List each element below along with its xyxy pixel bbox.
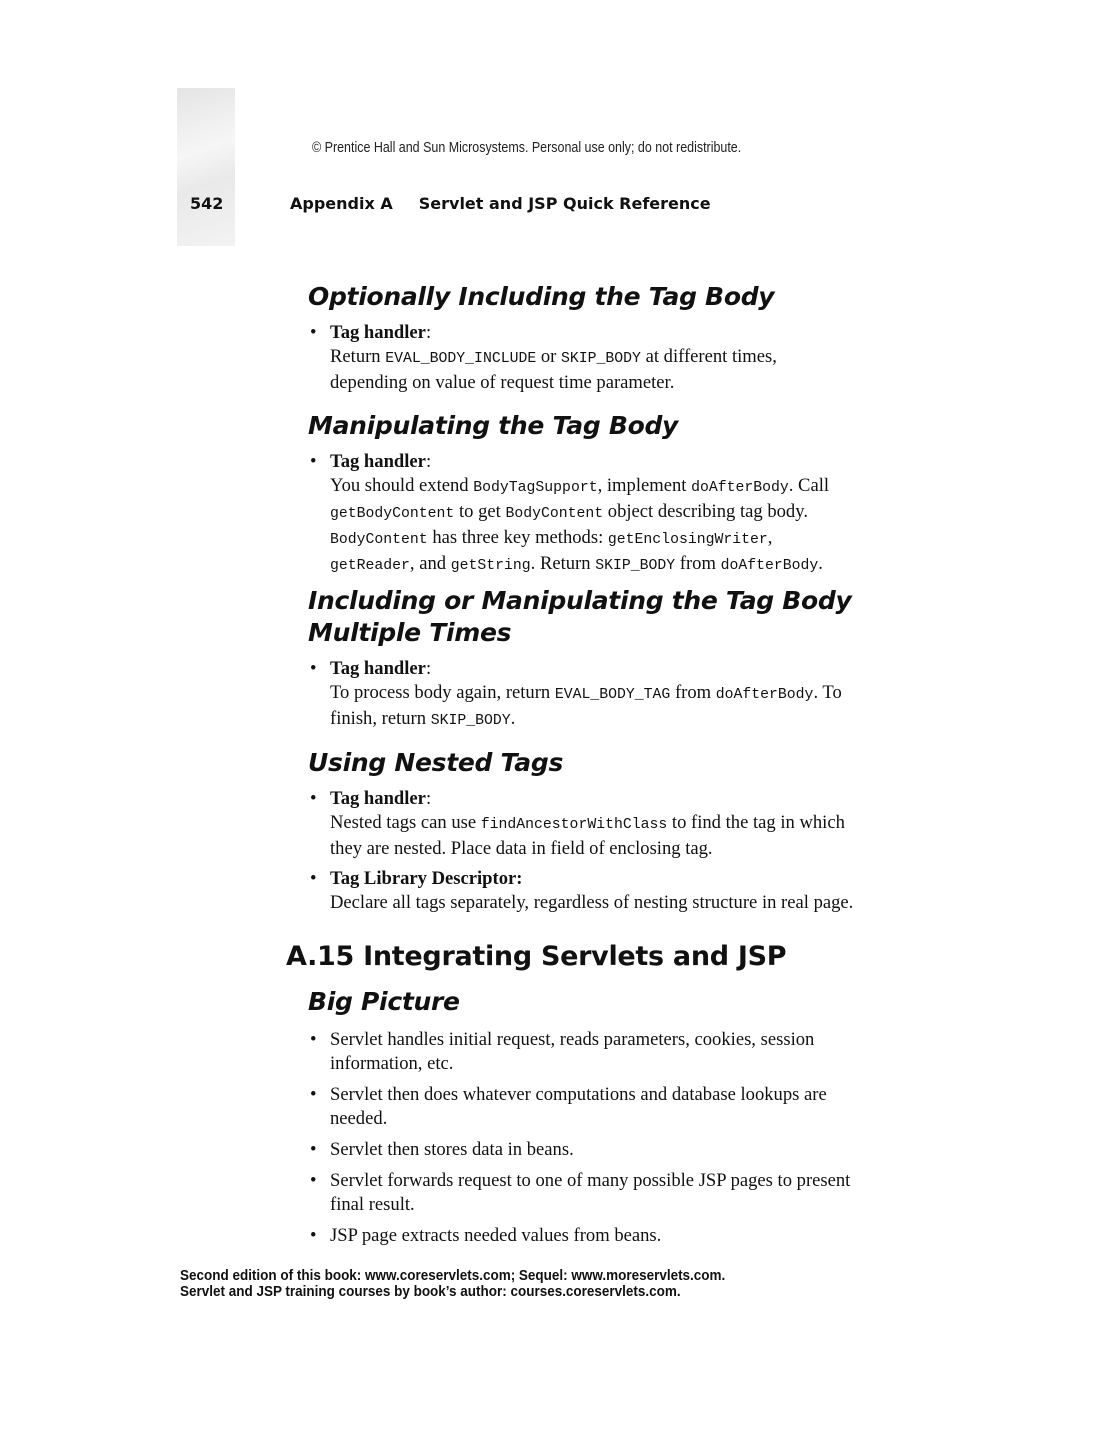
chapter-title: Servlet and JSP Quick Reference xyxy=(418,194,711,213)
bullet-item xyxy=(308,1138,948,1162)
bullet-label: Tag handler xyxy=(330,658,426,679)
page-number: 542 xyxy=(190,194,224,213)
text-run: they are nested. Place data in field of enclosing tag. xyxy=(330,838,713,859)
text-run: from xyxy=(670,682,716,703)
bullet-label: Tag handler xyxy=(330,788,426,809)
bullet-label: Tag handler xyxy=(330,322,426,343)
page-edge-strip xyxy=(177,88,235,246)
footer-line-1: Second edition of this book: www.coreservlets.com; Sequel: www.moreservlets.com. xyxy=(180,1268,726,1284)
text-line: • Servlet then stores data in beans. xyxy=(330,1139,574,1160)
text-line: final result. xyxy=(330,1194,415,1215)
code-term: BodyContent xyxy=(505,506,604,522)
code-term: doAfterBody xyxy=(691,480,789,496)
code-term: findAncestorWithClass xyxy=(480,817,668,833)
text-run: . xyxy=(510,708,516,729)
text-run: to find the tag in which xyxy=(667,812,845,833)
text-run: . Call xyxy=(788,475,830,496)
text-run: has three key methods: xyxy=(427,527,608,548)
bullet-label: Tag Library Descriptor: xyxy=(330,868,523,889)
bullet-item xyxy=(308,787,948,861)
text-run: from xyxy=(675,553,721,574)
text-run: , xyxy=(767,527,773,548)
text-line xyxy=(330,500,948,526)
code-term: BodyTagSupport xyxy=(473,480,598,496)
section-heading: A.15 Integrating Servlets and JSP xyxy=(286,941,787,972)
text-line xyxy=(330,891,948,915)
bullet-label-suffix: : xyxy=(425,658,432,679)
copyright-notice: © Prentice Hall and Sun Microsystems. Personal use only; do not redistribute. xyxy=(312,140,742,156)
text-line: • Servlet forwards request to one of many possible JSP pages to present xyxy=(330,1170,851,1191)
bullet-item xyxy=(308,657,948,733)
text-run: depending on value of request time parameter. xyxy=(330,372,675,393)
footer xyxy=(180,1268,725,1300)
subsection-heading: Manipulating the Tag Body xyxy=(308,411,679,440)
text-run: Nested tags can use xyxy=(330,812,481,833)
code-term: getEnclosingWriter xyxy=(607,532,768,548)
code-term: SKIP_BODY xyxy=(430,713,511,729)
text-run: . xyxy=(818,553,823,574)
text-line xyxy=(330,474,948,500)
bullet-label-line xyxy=(330,787,948,811)
running-header xyxy=(290,194,711,213)
bullet-label-suffix: : xyxy=(425,451,432,472)
text-line xyxy=(330,811,948,837)
bullet-item xyxy=(308,1169,948,1217)
text-run: Declare all tags separately, regardless of nesting structure in real page. xyxy=(330,892,854,913)
text-run: . Return xyxy=(530,553,596,574)
text-line: • Servlet handles initial request, reads parameters, cookies, session xyxy=(330,1029,815,1050)
text-line: information, etc. xyxy=(330,1053,454,1074)
text-line xyxy=(330,837,948,861)
bullet-item xyxy=(308,867,948,915)
text-line xyxy=(330,345,948,371)
subsection xyxy=(308,585,948,733)
code-term: doAfterBody xyxy=(720,558,819,574)
subsection-heading: Multiple Times xyxy=(308,618,512,647)
subsection xyxy=(308,747,948,915)
code-term: doAfterBody xyxy=(715,687,814,703)
bullet-label-line xyxy=(330,867,948,891)
code-term: BodyContent xyxy=(330,532,428,548)
subsection xyxy=(308,410,948,578)
bullet-label-suffix: : xyxy=(425,788,432,809)
text-run: to get xyxy=(454,501,506,522)
subsection xyxy=(308,281,948,395)
text-run: , and xyxy=(409,553,451,574)
text-run: You should extend xyxy=(330,475,474,496)
bullet-label-suffix: : xyxy=(425,322,432,343)
code-term: SKIP_BODY xyxy=(595,558,676,574)
bullet-item xyxy=(308,321,948,395)
subsection-heading: Optionally Including the Tag Body xyxy=(308,282,775,311)
bullet-label-line xyxy=(330,450,948,474)
footer-line-2: Servlet and JSP training courses by book’s author: courses.coreservlets.com. xyxy=(180,1284,681,1300)
subsection-heading: Including or Manipulating the Tag Body xyxy=(308,586,852,615)
text-line: • JSP page extracts needed values from beans. xyxy=(330,1225,662,1246)
bullet-item xyxy=(308,1224,948,1248)
text-line xyxy=(330,526,948,552)
text-line xyxy=(330,681,948,707)
text-line xyxy=(330,707,948,733)
text-run: or xyxy=(536,346,562,367)
text-line: needed. xyxy=(330,1108,388,1129)
text-line xyxy=(330,552,948,578)
subsection-heading: Big Picture xyxy=(308,987,460,1016)
text-run: , implement xyxy=(597,475,692,496)
code-term: getReader xyxy=(330,558,410,574)
bullet-label-line xyxy=(330,321,948,345)
text-run: finish, return xyxy=(330,708,431,729)
bullet-label-line xyxy=(330,657,948,681)
text-run: To process body again, return xyxy=(330,682,555,703)
bullet-item xyxy=(308,1028,948,1076)
subsection-heading: Using Nested Tags xyxy=(308,748,564,777)
code-term: getString xyxy=(450,558,531,574)
bullet-item xyxy=(308,1083,948,1131)
text-run: Return xyxy=(330,346,386,367)
chapter-label: Appendix A xyxy=(290,194,393,213)
section-a15 xyxy=(286,941,948,1248)
text-run: . To xyxy=(813,682,842,703)
code-term: EVAL_BODY_TAG xyxy=(554,687,671,703)
code-term: EVAL_BODY_INCLUDE xyxy=(385,351,537,367)
text-line xyxy=(330,371,948,395)
text-run: object describing tag body. xyxy=(603,501,808,522)
text-run: at different times, xyxy=(640,346,777,367)
code-term: SKIP_BODY xyxy=(561,351,641,367)
bullet-label: Tag handler xyxy=(330,451,426,472)
bullet-item xyxy=(308,450,948,578)
code-term: getBodyContent xyxy=(330,506,455,522)
text-line: • Servlet then does whatever computations and database lookups are xyxy=(330,1084,827,1105)
